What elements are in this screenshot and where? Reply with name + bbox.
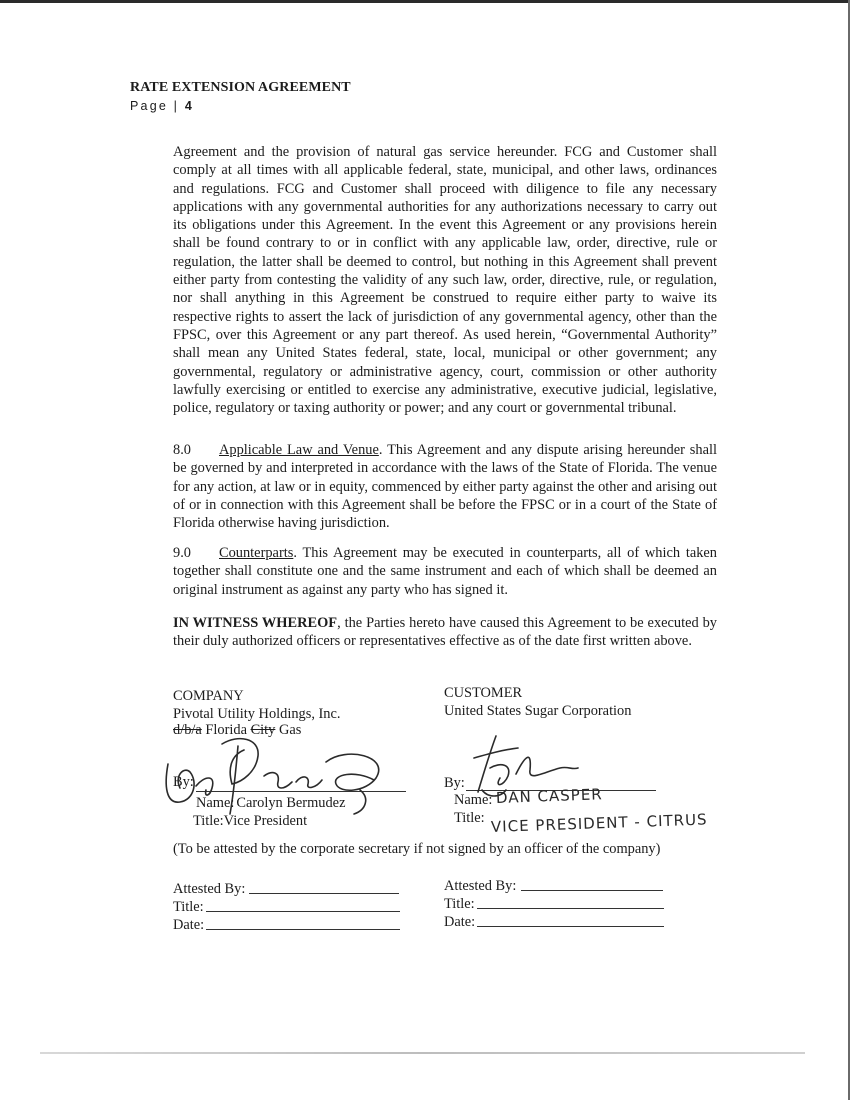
customer-attest-block: [444, 877, 516, 931]
attest-date-label: Date:: [444, 914, 476, 930]
section-number: 8.0: [173, 442, 191, 458]
company-name: Pivotal Utility Holdings, Inc.: [173, 706, 341, 722]
customer-signer-title: VICE PRESIDENT - CITRUS: [490, 810, 708, 836]
scan-edge-top: [0, 0, 850, 3]
customer-attest-date-line: [477, 926, 664, 927]
paragraph-compliance: Agreement and the provision of natural gas service hereunder. FCG and Customer shall comply at all times with all applicable federal, state, municipal, and other laws, ordinances and regulations. FCG and Customer shall proceed with diligence to file any necessary applications with any governmental authorities for any authorizations necessary to carry out its obligations under this Agreement. In the event this Agreement or any provisions herein shall be found contrary to or in conflict with any applicable law, order, directive, rule or regulation, the latter shall be deemed to control, but nothing in this Agreement shall prevent either party from contesting the validity of any such law, order, directive, rule, or regulation, nor shall anything in this Agreement be construed to require either party to waive its respective rights to assert the lack of jurisdiction of any governmental agency, other than the FPSC, over this Agreement or any part thereof. As used herein, “Governmental Authority” shall mean any United States federal, state, local, municipal or other government; any governmental, regulatory or administrative agency, court, commission or other authority lawfully exercising or entitled to exercise any administrative, executive judicial, legislative, police, regulatory or taxing authority or power; and any court or governmental tribunal.: [173, 144, 717, 417]
customer-name: United States Sugar Corporation: [444, 703, 632, 719]
customer-label: CUSTOMER: [444, 685, 523, 701]
document-title: RATE EXTENSION AGREEMENT: [130, 80, 351, 95]
attest-title-label: Title:: [173, 899, 204, 915]
company-attested-by-line: [249, 893, 399, 894]
scan-footer-line: [40, 1052, 805, 1054]
company-title-row: Title:Vice President: [193, 813, 308, 829]
section-text: . This Agreement may be executed in counterparts, all of which taken together shall constitute one and the same instrument and each of which shall be deemed an original instrument as against any party who has signed it.: [173, 545, 717, 598]
attest-date-label: Date:: [173, 917, 205, 933]
witness-text: , the Parties hereto have caused this Agreement to be executed by their duly authorized officers or representatives effective as of the date first written above.: [173, 615, 717, 650]
customer-by-label: By:: [444, 775, 465, 791]
attest-title-label: Title:: [444, 896, 475, 912]
signer-name: Carolyn Bermudez: [236, 795, 346, 811]
section-text: . This Agreement and any dispute arising hereunder shall be governed by and interpreted in accordance with the laws of the State of Florida. The venue for any action, at law or in equity, commenced by either party against the other and arising out of or in connection with this Agreement shall be before the FPSC or in a court of the State of Florida otherwise having jurisdiction.: [173, 442, 717, 532]
attest-instruction: (To be attested by the corporate secretary if not signed by an officer of the company): [173, 841, 661, 857]
customer-signer-name: DAN CASPER: [495, 785, 603, 807]
customer-block: [444, 684, 631, 720]
customer-attest-title-line: [477, 908, 664, 909]
signer-title: Vice President: [223, 813, 308, 829]
section-number: 9.0: [173, 545, 191, 561]
witness-heading: IN WITNESS WHEREOF: [173, 615, 338, 631]
company-name-row: Name: Carolyn Bermudez: [196, 795, 346, 811]
company-label: COMPANY: [173, 688, 244, 704]
company-dba: d/b/a Florida City Gas: [173, 722, 302, 738]
attested-by-label: Attested By:: [173, 881, 246, 897]
section-8-applicable-law: [173, 441, 717, 532]
witness-paragraph: [173, 614, 717, 651]
attested-by-label: Attested By:: [444, 878, 517, 894]
section-heading: Applicable Law and Venue: [219, 442, 379, 458]
customer-title-label: Title:: [454, 810, 485, 826]
company-attest-date-line: [206, 929, 400, 930]
customer-attested-by-line: [521, 890, 663, 891]
company-attest-title-line: [206, 911, 400, 912]
page-number: Page | 4: [130, 99, 192, 113]
section-9-counterparts: [173, 544, 717, 599]
customer-name-label: Name:: [454, 792, 493, 808]
section-heading: Counterparts: [219, 545, 294, 561]
company-attest-block: [173, 880, 245, 934]
company-by-label: By:: [173, 774, 194, 790]
